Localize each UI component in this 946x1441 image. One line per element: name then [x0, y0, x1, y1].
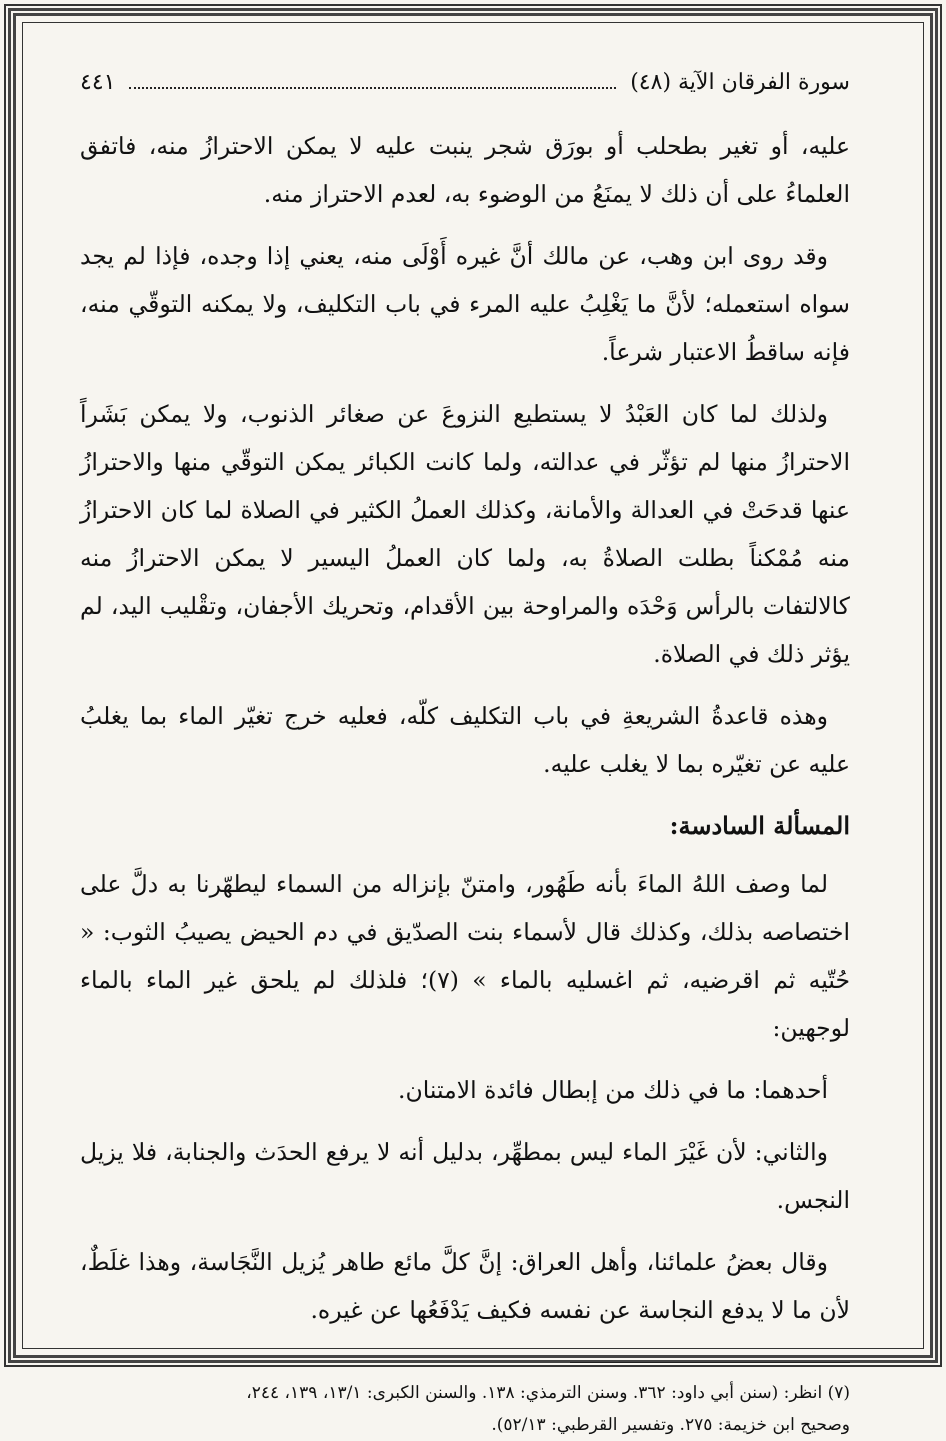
running-header	[80, 70, 850, 110]
paragraph: والثاني: لأن غَيْرَ الماء ليس بمطهِّر، بدليل أنه لا يرفع الحدَث والجنابة، فلا يزيل النجس.	[80, 1138, 850, 1214]
paragraph: عليه، أو تغير بطحلب أو بورَق شجر ينبت عليه لا يمكن الاحترازُ منه، فاتفق العلماءُ على أن ذلك لا يمنَعُ من الوضوء به، لعدم الاحتراز منه.	[80, 132, 850, 208]
paragraph: وهذه قاعدةُ الشريعةِ في باب التكليف كلّه، فعليه خرج تغيّر الماء بما يغلبُ عليه عن تغيّره بما لا يغلب عليه.	[80, 702, 850, 778]
body-text	[80, 122, 850, 1334]
paragraph: لما وصف اللهُ الماءَ بأنه طَهُور، وامتنّ بإنزاله من السماء ليطهّرنا به دلَّ على اختصاصه بذلك، وكذلك قال لأسماء بنت الصدّيق في دم الحيض يصيبُ الثوب: « حُتّيه ثم اقرضيه، ثم اغسليه بالماء » (٧)؛ فلذلك لم يلحق غير الماء بالماء لوجهين:	[80, 870, 850, 1042]
footnote-line: وصحيح ابن خزيمة: ٢٧٥. وتفسير القرطبي: ٥٢/١٣).	[491, 1415, 850, 1435]
paragraph: وقال بعضُ علمائنا، وأهل العراق: إنَّ كلَّ مائع طاهر يُزيل النَّجَاسة، وهذا غلَطٌ، لأن ما لا يدفع النجاسة عن نفسه فكيف يَدْفَعُها عن غيره.	[80, 1248, 850, 1324]
footnote-separator	[570, 1362, 850, 1363]
footnote	[80, 1377, 850, 1441]
paragraph: أحدهما: ما في ذلك من إبطال فائدة الامتنان.	[398, 1076, 828, 1104]
header-dot-leader	[129, 73, 616, 89]
page-number: ٤٤١	[80, 70, 116, 95]
footnote-line: (٧) انظر: (سنن أبي داود: ٣٦٢. وسنن الترمذي: ١٣٨. والسنن الكبرى: ١٣/١، ١٣٩، ٢٤٤،	[246, 1383, 850, 1403]
paragraph: ولذلك لما كان العَبْدُ لا يستطيع النزوعَ عن صغائر الذنوب، ولا يمكن بَشَراً الاحترازُ منها لم تؤثّر في عدالته، ولما كانت الكبائر يمكن التوقّي منها والاحترازُ عنها قدحَتْ في العدالة والأمانة، وكذلك العملُ الكثير في الصلاة لما كان الاحترازُ منه مُمْكناً بطلت الصلاةُ به، ولما كان العملُ اليسير لا يمكن الاحترازُ منه كالالتفات بالرأس وَحْدَه والمراوحة بين الأقدام، وتحريك الأجفان، وتقْليب اليد، لم يؤثر ذلك في الصلاة.	[80, 400, 850, 668]
running-title: سورة الفرقان الآية (٤٨)	[630, 70, 850, 95]
section-heading: المسألة السادسة:	[669, 811, 850, 840]
page-content	[80, 70, 850, 1435]
paragraph: وقد روى ابن وهب، عن مالك أنَّ غيره أَوْلَى منه، يعني إذا وجده، فإذا لم يجد سواه استعمله؛ لأنَّ ما يَغْلِبُ عليه المرء في باب التكليف، ولا يمكنه التوقّي منه، فإنه ساقطُ الاعتبار شرعاً.	[80, 242, 850, 366]
